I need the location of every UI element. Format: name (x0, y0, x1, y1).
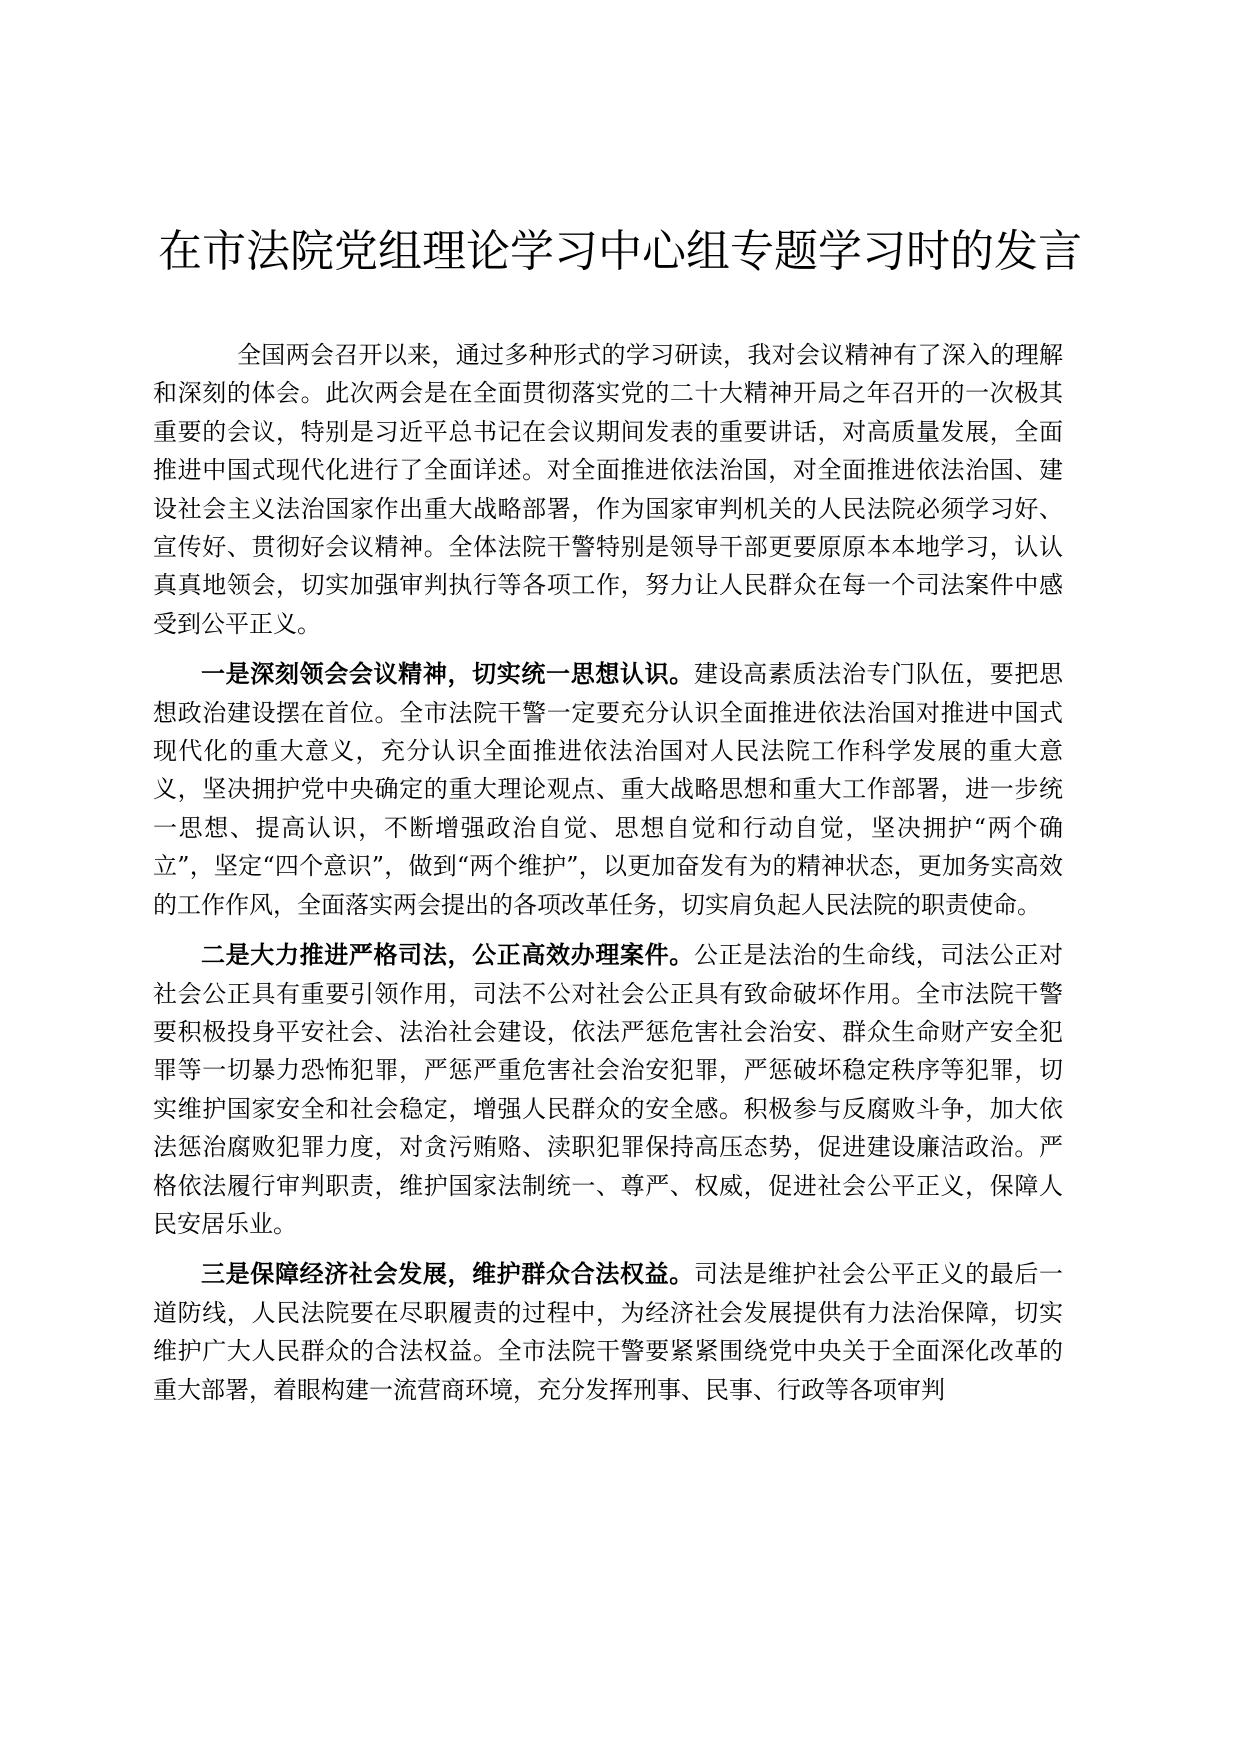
section-text-3: 司法是维护社会公平正义的最后一道防线，人民法院要在尽职履责的过程中，为经济社会发展提供有力法治保障，切实维护广大人民群众的合法权益。全市法院干警要紧紧围绕党中央关于全面深化改革的重大部署，着眼构建一流营商环境，充分发挥刑事、民事、行政等各项审判 (153, 1260, 1064, 1404)
section-lead-2: 二是大力推进严格司法，公正高效办理案件。 (201, 940, 694, 970)
document-body (153, 336, 1063, 1421)
section-text-2: 公正是法治的生命线，司法公正对社会公正具有重要引领作用，司法不公对社会公正具有致命破坏作用。全市法院干警要积极投身平安社会、法治社会建设，依法严惩危害社会治安、群众生命财产安全犯罪等一切暴力恐怖犯罪，严惩严重危害社会治安犯罪，严惩破坏稳定秩序等犯罪，切实维护国家安全和社会稳定，增强人民群众的安全感。积极参与反腐败斗争，加大依法惩治腐败犯罪力度，对贪污贿赂、渎职犯罪保持高压态势，促进建设廉洁政治。严格依法履行审判职责，维护国家法制统一、尊严、权威，促进社会公平正义，保障人民安居乐业。 (153, 941, 1064, 1238)
section-paragraph-1 (153, 655, 1063, 924)
section-paragraph-3 (153, 1255, 1063, 1409)
document-title: 在市法院党组理论学习中心组专题学习时的发言 (158, 226, 1082, 277)
section-text-1: 建设高素质法治专门队伍，要把思想政治建设摆在首位。全市法院干警一定要充分认识全面推进依法治国对推进中国式现代化的重大意义，充分认识全面推进依法治国对人民法院工作科学发展的重大意义，坚决拥护党中央确定的重大理论观点、重大战略思想和重大工作部署，进一步统一思想、提高认识，不断增强政治自觉、思想自觉和行动自觉，坚决拥护“两个确立”，坚定“四个意识”，做到“两个维护”，以更加奋发有为的精神状态，更加务实高效的工作作风，全面落实两会提出的各项改革任务，切实肩负起人民法院的职责使命。 (153, 660, 1064, 919)
intro-paragraph: 全国两会召开以来，通过多种形式的学习研读，我对会议精神有了深入的理解和深刻的体会。此次两会是在全面贯彻落实党的二十大精神开局之年召开的一次极其重要的会议，特别是习近平总书记在会议期间发表的重要讲话，对高质量发展，全面推进中国式现代化进行了全面详述。对全面推进依法治国，对全面推进依法治国、建设社会主义法治国家作出重大战略部署，作为国家审判机关的人民法院必须学习好、宣传好、贯彻好会议精神。全体法院干警特别是领导干部更要原原本本地学习，认认真真地领会，切实加强审判执行等各项工作，努力让人民群众在每一个司法案件中感受到公平正义。 (153, 341, 1063, 638)
section-paragraph-2 (153, 936, 1063, 1243)
section-lead-1: 一是深刻领会会议精神，切实统一思想认识。 (201, 659, 694, 689)
section-lead-3: 三是保障经济社会发展，维护群众合法权益。 (201, 1259, 694, 1289)
